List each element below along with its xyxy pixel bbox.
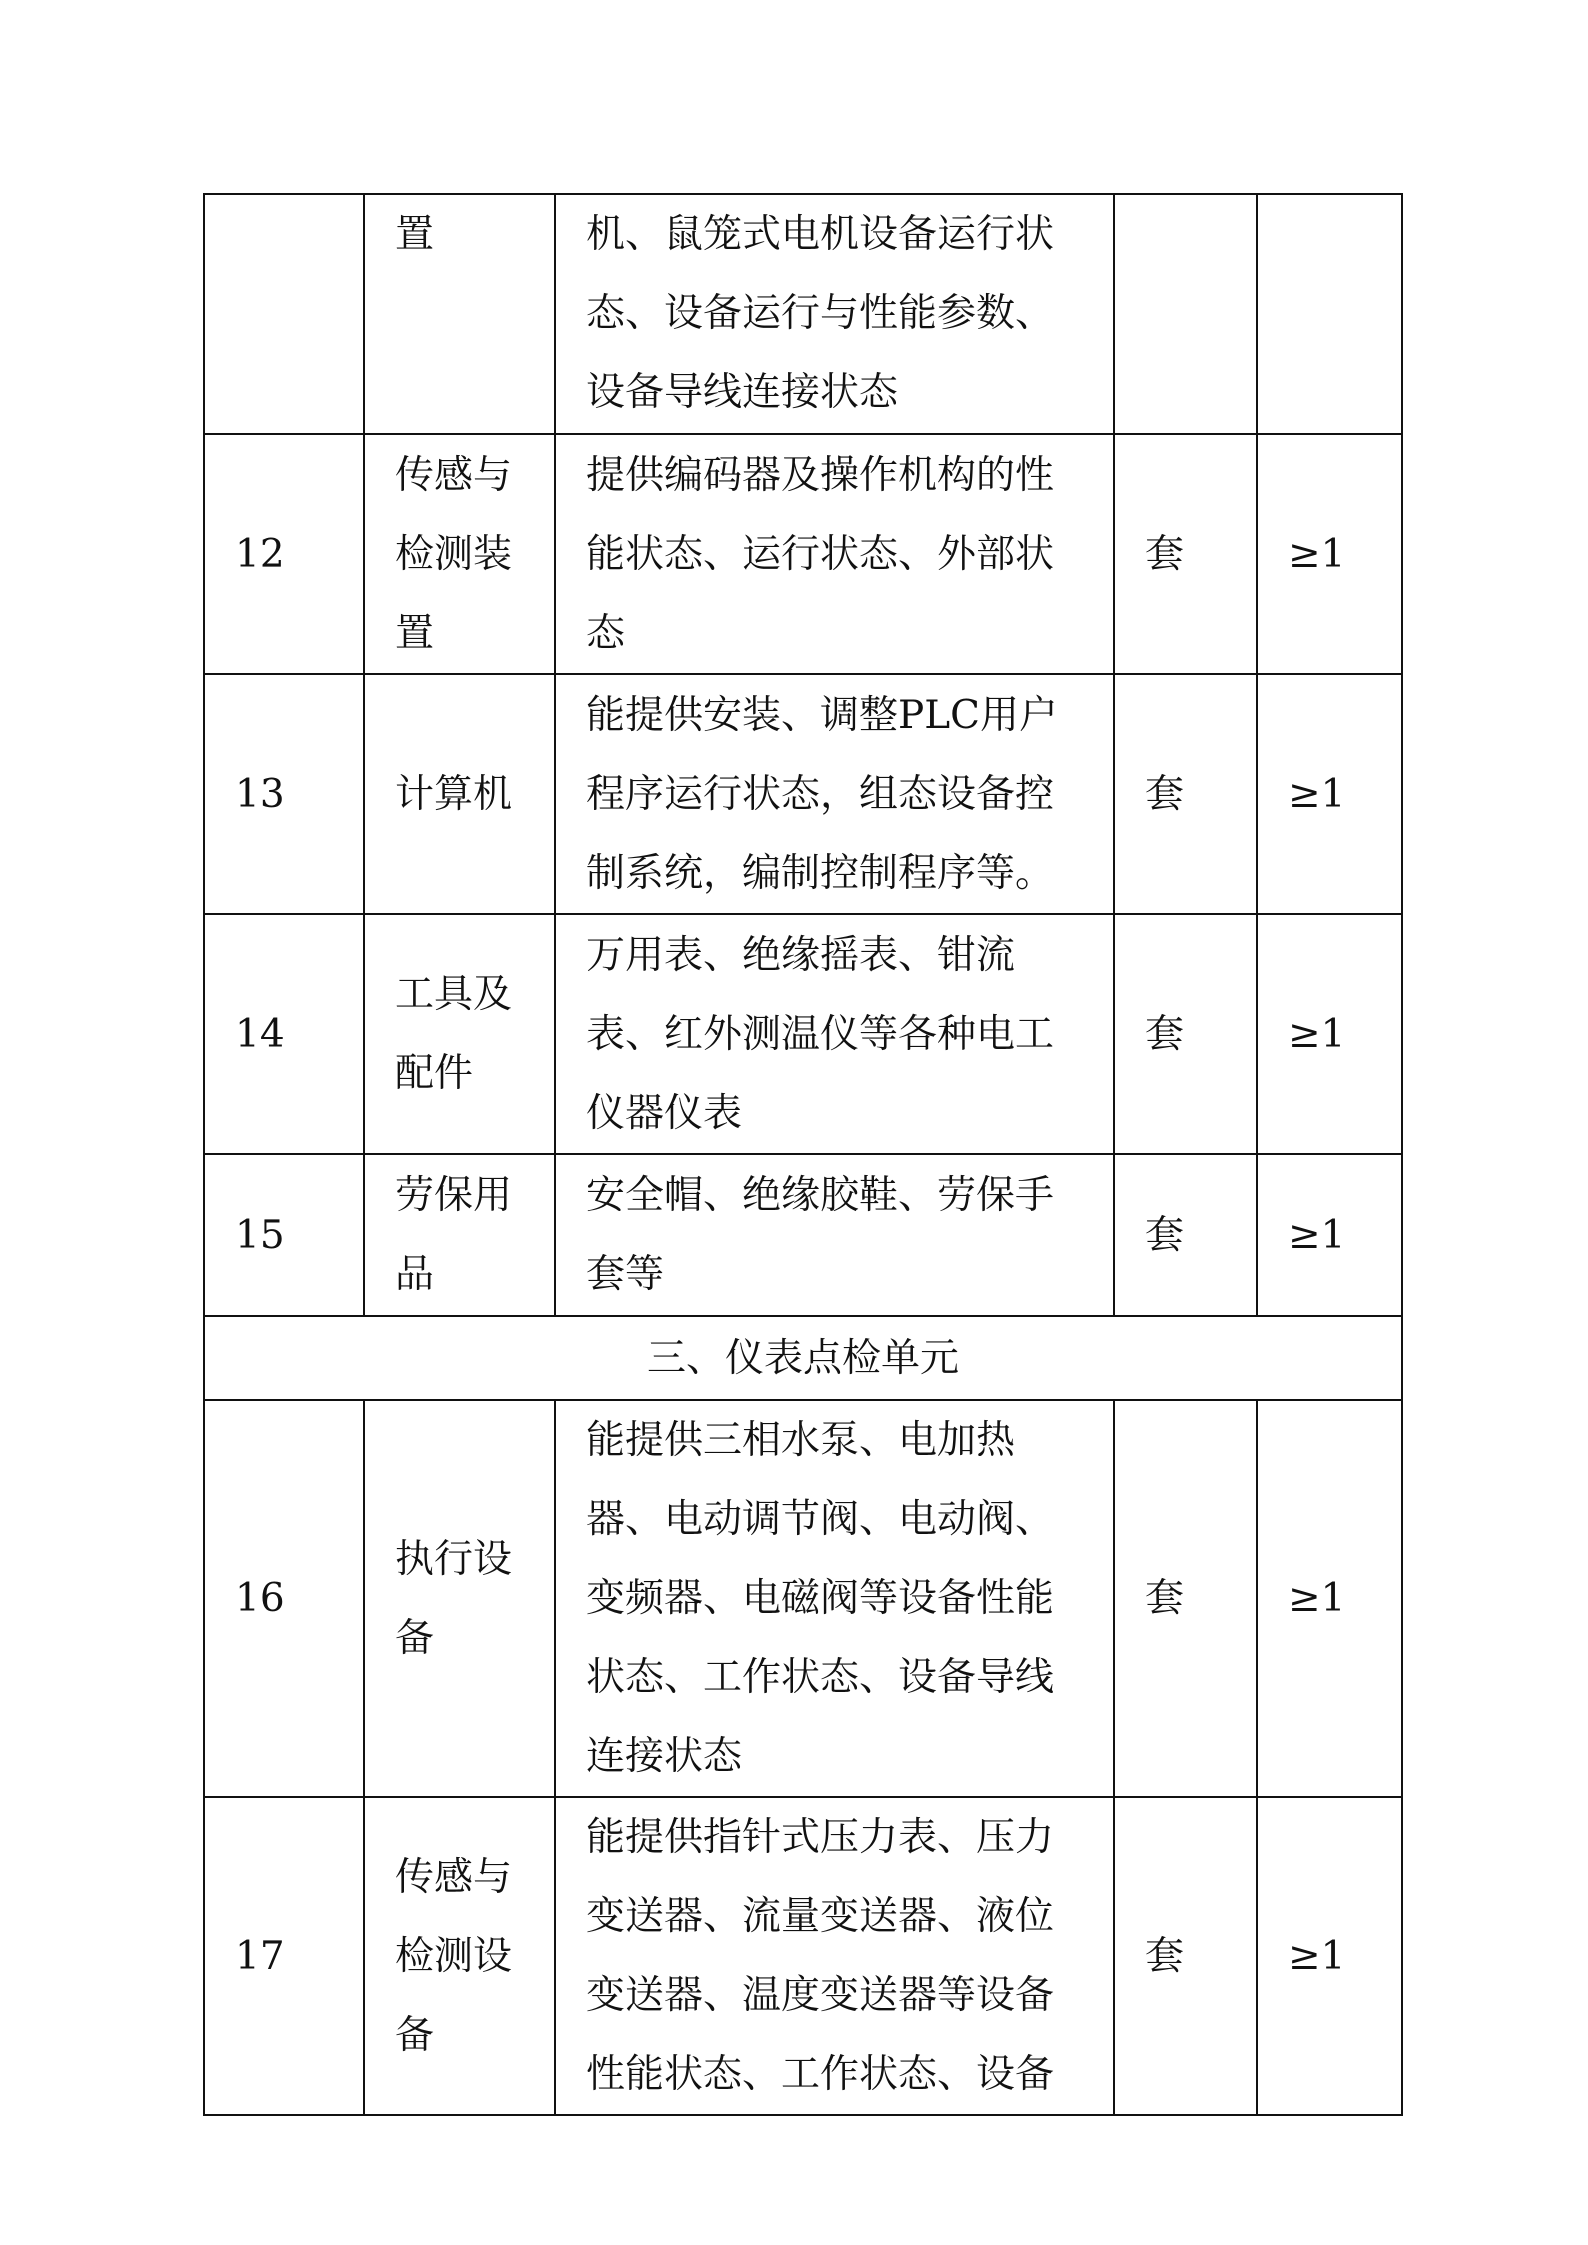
item-desc-cell (555, 1400, 1114, 1797)
row-number-cell: 15 (204, 1154, 364, 1316)
item-name-text: 计算机 (395, 771, 513, 817)
table-row (204, 1400, 1402, 1797)
row-number-cell: 13 (204, 674, 364, 914)
row-number-cell (204, 194, 364, 434)
item-name-text: 传感与 检测设 备 (395, 1854, 513, 2058)
item-desc-text: 能提供三相水泵、电加热 器、电动调节阀、电动阀、 变频器、电磁阀等设备性能 状态、工作状态、设备导线 连接状态 (586, 1418, 1055, 1779)
item-desc-text: 能提供指针式压力表、压力 变送器、流量变送器、液位 变送器、温度变送器等设备 性能状态、工作状态、设备 (586, 1815, 1055, 2097)
table-row (204, 674, 1402, 914)
item-name-text: 置 (395, 212, 435, 257)
item-desc-cell (555, 1797, 1114, 2115)
quantity-cell: ≥1 (1257, 1797, 1402, 2115)
item-desc-text: 万用表、绝缘摇表、钳流 表、红外测温仪等各种电工 仪器仪表 (586, 932, 1055, 1136)
quantity-cell: ≥1 (1257, 914, 1402, 1154)
row-number-cell: 17 (204, 1797, 364, 2115)
section-row (204, 1316, 1402, 1400)
item-name-text: 工具及 配件 (395, 972, 513, 1096)
row-number-cell: 12 (204, 434, 364, 674)
quantity-cell: ≥1 (1257, 1154, 1402, 1316)
item-desc-text: 安全帽、绝缘胶鞋、劳保手 套等 (586, 1173, 1055, 1297)
table-row (204, 914, 1402, 1154)
row-number-cell: 16 (204, 1400, 364, 1797)
unit-cell: 套 (1114, 674, 1257, 914)
unit-cell: 套 (1114, 1797, 1257, 2115)
quantity-cell: ≥1 (1257, 434, 1402, 674)
quantity-cell (1257, 194, 1402, 434)
table-row (204, 1797, 1402, 2115)
item-desc-text: 提供编码器及操作机构的性 能状态、运行状态、外部状 态 (586, 452, 1055, 656)
item-name-cell (364, 434, 555, 674)
section-title: 三、仪表点检单元 (204, 1316, 1402, 1400)
table-row (204, 434, 1402, 674)
item-desc-text: 能提供安装、调整PLC用户 程序运行状态，组态设备控 制系统，编制控制程序等。 (586, 692, 1058, 896)
item-name-cell (364, 914, 555, 1154)
quantity-cell: ≥1 (1257, 1400, 1402, 1797)
item-name-cell (364, 1797, 555, 2115)
item-desc-cell (555, 1154, 1114, 1316)
item-desc-text: 机、鼠笼式电机设备运行状 态、设备运行与性能参数、 设备导线连接状态 (586, 212, 1055, 415)
row-number-cell: 14 (204, 914, 364, 1154)
table-row (204, 194, 1402, 434)
item-name-text: 传感与 检测装 置 (395, 452, 513, 656)
item-desc-cell (555, 914, 1114, 1154)
equipment-table (203, 193, 1403, 2116)
unit-cell: 套 (1114, 1400, 1257, 1797)
unit-cell: 套 (1114, 914, 1257, 1154)
item-name-cell (364, 194, 555, 434)
item-name-cell (364, 674, 555, 914)
item-name-text: 执行设 备 (395, 1536, 513, 1661)
unit-cell (1114, 194, 1257, 434)
item-desc-cell (555, 674, 1114, 914)
quantity-cell: ≥1 (1257, 674, 1402, 914)
item-name-cell (364, 1400, 555, 1797)
item-name-text: 劳保用 品 (395, 1173, 513, 1297)
unit-cell: 套 (1114, 434, 1257, 674)
unit-cell: 套 (1114, 1154, 1257, 1316)
item-desc-cell (555, 434, 1114, 674)
table-row (204, 1154, 1402, 1316)
item-name-cell (364, 1154, 555, 1316)
item-desc-cell (555, 194, 1114, 434)
